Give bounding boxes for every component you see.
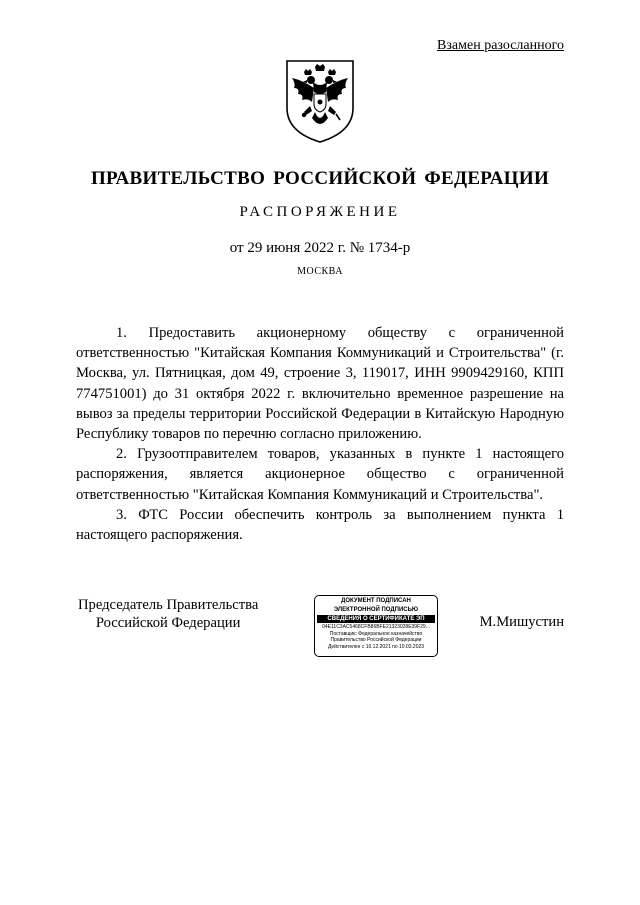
- signatory-position-line2: Российской Федерации: [95, 615, 241, 631]
- paragraph-1: 1. Предоставить акционерному обществу с ограниченной ответственностью "Китайская Компания Коммуникаций и Строительства" (г. Москва, ул. Пятницкая, дом 49, строение 3, 119017, ИНН 9909429160, КПП 774751001) до 31 октября 2022 г. включительно временное разрешение на вывоз за пределы территории Российской Федерации в Китайскую Народную Республику товаров по перечню согласно приложению.: [76, 325, 564, 443]
- coat-of-arms-icon: [284, 58, 356, 144]
- stamp-line1: ДОКУМЕНТ ПОДПИСАН: [341, 598, 411, 604]
- paragraph-3: 3. ФТС России обеспечить контроль за выполнением пункта 1 настоящего распоряжения.: [76, 506, 564, 544]
- replacement-note: Взамен разосланного: [437, 38, 564, 53]
- signatory-position-line1: Председатель Правительства: [78, 597, 259, 613]
- document-city: МОСКВА: [297, 266, 343, 277]
- document-type: РАСПОРЯЖЕНИЕ: [239, 204, 401, 220]
- paragraph-2: 2. Грузоотправителем товаров, указанных в пункте 1 настоящего распоряжения, является акционерное общество с ограниченной ответственностью "Китайская Компания Коммуникаций и Строительства".: [76, 446, 564, 503]
- signatory-position: [78, 596, 258, 632]
- stamp-cert-header: СВЕДЕНИЯ О СЕРТИФИКАТЕ ЭП: [317, 615, 435, 623]
- document-body: [76, 323, 564, 545]
- government-title: ПРАВИТЕЛЬСТВО РОССИЙСКОЙ ФЕДЕРАЦИИ: [90, 168, 550, 189]
- stamp-validity: Действителен с 10.12.2021 по 10.03.2023: [327, 643, 425, 650]
- stamp-cert-id: 04E11C3AC5468CFB86BFE21323028E39F29...: [322, 624, 430, 630]
- signatory-name: М.Мишустин: [479, 614, 564, 630]
- stamp-line2: ЭЛЕКТРОННОЙ ПОДПИСЬЮ: [333, 607, 419, 613]
- stamp-issuer-line2: Правительство Российской Федерации: [330, 637, 422, 644]
- electronic-signature-stamp: [314, 595, 438, 657]
- document-date-number: от 29 июня 2022 г. № 1734-р: [229, 240, 411, 256]
- stamp-issuer-line1: Поставщик: Федеральное казначейство: [329, 630, 423, 637]
